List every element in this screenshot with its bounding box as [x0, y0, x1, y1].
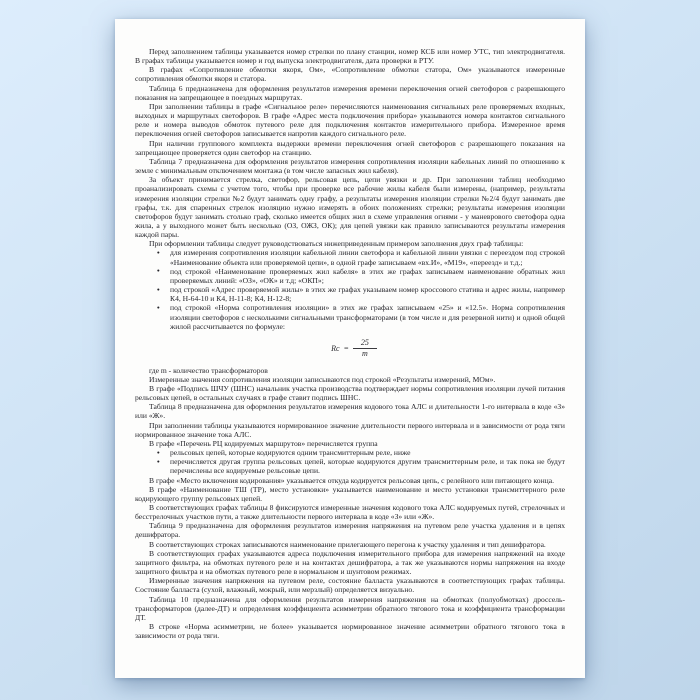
formula-fraction: [353, 339, 377, 359]
paragraph: В соответствующих строках записываются наименование прилегающего перегона к участку удаления и тип дешифратора.: [149, 539, 546, 549]
document-page: [115, 19, 585, 678]
formula-numerator: 25: [353, 339, 377, 349]
bullet-item: • рельсовых цепей, которые кодируются одним трансмиттерным реле, ниже: [170, 448, 565, 457]
paragraph: Таблица 7 предназначена для оформления результатов измерения сопротивления изоляции кабельных линий по отношению к земле с минимальным отключением монтажа (в том числе запасных жил кабеля).: [135, 156, 565, 176]
paragraph: Таблица 6 предназначена для оформления результатов измерения времени переключения огней светофоров с разрешающего показания на запрещающее в поездных маршрутах.: [135, 83, 565, 102]
paragraph: При заполнении таблицы указываются нормированное значение длительности первого интервала и в зависимости от рода тяги нормированное значение тока АЛС.: [135, 420, 565, 439]
paragraph: В графе «Подпись ШЧУ (ШНС) начальник участка производства подтверждает нормы сопротивления изоляции лучей питания рельсовых цепей, в остальных случаях в графе ставит подпись ШНС.: [135, 383, 565, 403]
paragraph: Таблица 10 предназначена для оформления результатов измерения напряжения на обмотках (полуобмотках) дроссель-трансформаторов (далее-ДТ) и определения коэффициента асимметрии обратного тягового тока и коэффициента трансформации ДТ.: [135, 594, 565, 622]
paragraph: В графе «Перечень РЦ кодируемых маршрутов» перечисляется группа: [149, 438, 378, 448]
paragraph: В графе «Наименование ТШ (ТР), место установки» указывается наименование и место установки трансмиттерного реле кодирующего группу рельсовых цепей.: [135, 484, 565, 503]
paragraph: В строке «Норма асимметрии, не более» указывается нормированное значение асимметрии обратного тягового тока в зависимости от рода тяги.: [135, 622, 565, 641]
paragraph: За объект принимается стрелка, светофор, рельсовая цепь, цепи увязки и др. При заполнении таблиц необходимо проанализировать схемы с учетом того, чтобы при проверке все рабочие жилы кабеля были измерены, (например, результаты измерения изоляции стрелки №2 будут занимать одну графу, а результаты измерения изоляции стрелки №2/4 будут занимать две графы, т.к. для спаренных стрелок изоляцию нужно измерять в обоих положениях стрелки; результаты измерения изоляции светофоров будут занимать столько граф, сколько имеется общих жил в схеме управления огнями - у маневрового светофора одна жила, а у выходного может быть несколько (ОЗ, ОЖЗ, ОК); для цепей увязки как правило записываются результаты измерения каждой пары.: [135, 175, 565, 240]
paragraph: где m - количество трансформаторов: [149, 365, 268, 375]
bullet-item: • перечисляется другая группа рельсовых цепей, которые кодируются другим трансмиттерным реле, и так пока не будут перечислены все кодируемые рельсовые цепи.: [170, 457, 565, 475]
paragraph: В графах «Сопротивление обмотки якоря, Ом», «Сопротивление обмотки статора, Ом» указываются измеренные сопротивления обмотки якоря и статора.: [135, 65, 565, 84]
paragraph: Таблица 8 предназначена для оформления результатов измерения кодового тока АЛС и длительности 1-го интервала в коде «З» или «Ж».: [135, 402, 565, 421]
bullet-item: • под строкой «Адрес проверяемой жилы» в этих же графах указываем номер кроссового статива и адрес жилы, например К4, Н-64-10 и К4, Н-11-8; К4, Н-12-8;: [170, 285, 565, 303]
formula-rc: [143, 339, 565, 359]
bullet-item: • для измерения сопротивления изоляции кабельной линии светофора и кабельной линии увязки с переездом под строкой «Наименование объекта или проверяемой цепи», в одной графе записываем «вх.И», «М19», «переезд» и т.д.;: [170, 248, 565, 266]
paragraph: В соответствующих графах таблицы 8 фиксируются измеренные значения кодового тока АЛС кодируемых путей, стрелочных и бесстрелочных участков пути, а также длительности первого интервала в коде «З» или «Ж».: [135, 502, 565, 522]
document-content: [135, 47, 565, 640]
bullet-list-groups: [135, 448, 565, 475]
formula-lhs: Rc: [331, 344, 340, 354]
paragraph: При оформлении таблицы следует руководствоваться нижеприведенным примером заполнения двух граф таблицы:: [149, 239, 524, 249]
paragraph: Таблица 9 предназначена для оформления результатов измерения напряжения на путевом реле участка удаления и в цепях дешифратора.: [135, 521, 565, 540]
formula-equals: =: [343, 344, 349, 354]
paragraph: Измеренные значения сопротивления изоляции записываются под строкой «Результаты измерений, МОм».: [149, 374, 496, 384]
paragraph: Измеренные значения напряжения на путевом реле, состояние балласта указываются в соответствующих графах таблицы. Состояние балласта (сухой, влажный, мокрый, или мерзлый) определяется визуально.: [135, 576, 565, 595]
paragraph: В соответствующих графах указываются адреса подключения измерительного прибора для измерения напряжений на входе защитного фильтра, на обмотках путевого реле и на контактах дешифратора, а так же указываются нормы напряжения на входе защитного фильтра и на обмотках путевого реле в нормальном и шунтовом режимах.: [135, 548, 565, 577]
bullet-list-example: [135, 248, 565, 330]
paragraph: В графе «Место включения кодирования» указывается откуда кодируется рельсовая цепь, с релейного или питающего конца.: [149, 475, 554, 485]
bullet-item: • под строкой «Наименование проверяемых жил кабеля» в этих же графах записываем наименование обратных жил проверяемых линий: «ОЗ», «ОК» и т.д; «ОКП»;: [170, 267, 565, 285]
bullet-item: • под строкой «Норма сопротивления изоляции» в этих же графах записываем «25» и «12.5». Норма сопротивления изоляции светофоров с несколькими сигнальными трансформаторами (в том числе и для резервной нити) и одной общей жилой рассчитывается по формуле:: [170, 303, 565, 330]
paragraph: Перед заполнением таблицы указывается номер стрелки по плану станции, номер КСБ или номер УТС, тип электродвигателя. В графах таблицы указывается номер и год выпуска электродвигателя, дата проверки в РТУ.: [135, 47, 565, 66]
paragraph: При наличии группового комплекта выдержки времени переключения огней светофоров с разрешающего показания на запрещающее проверяется один светофор на станцию.: [135, 138, 565, 157]
formula-denominator: m: [362, 349, 368, 359]
paragraph: При заполнении таблицы в графе «Сигнальное реле» перечисляются наименования сигнальных реле проверяемых входных, выходных и маршрутных светофоров. В графе «Адрес места подключения прибора» указываются номера контактов сигнального реле и номера выводов обмоток путевого реле для подключения контактов измерительного прибора. Измеренное время переключения огней светофоров записывается напротив каждого сигнального реле.: [135, 101, 565, 139]
